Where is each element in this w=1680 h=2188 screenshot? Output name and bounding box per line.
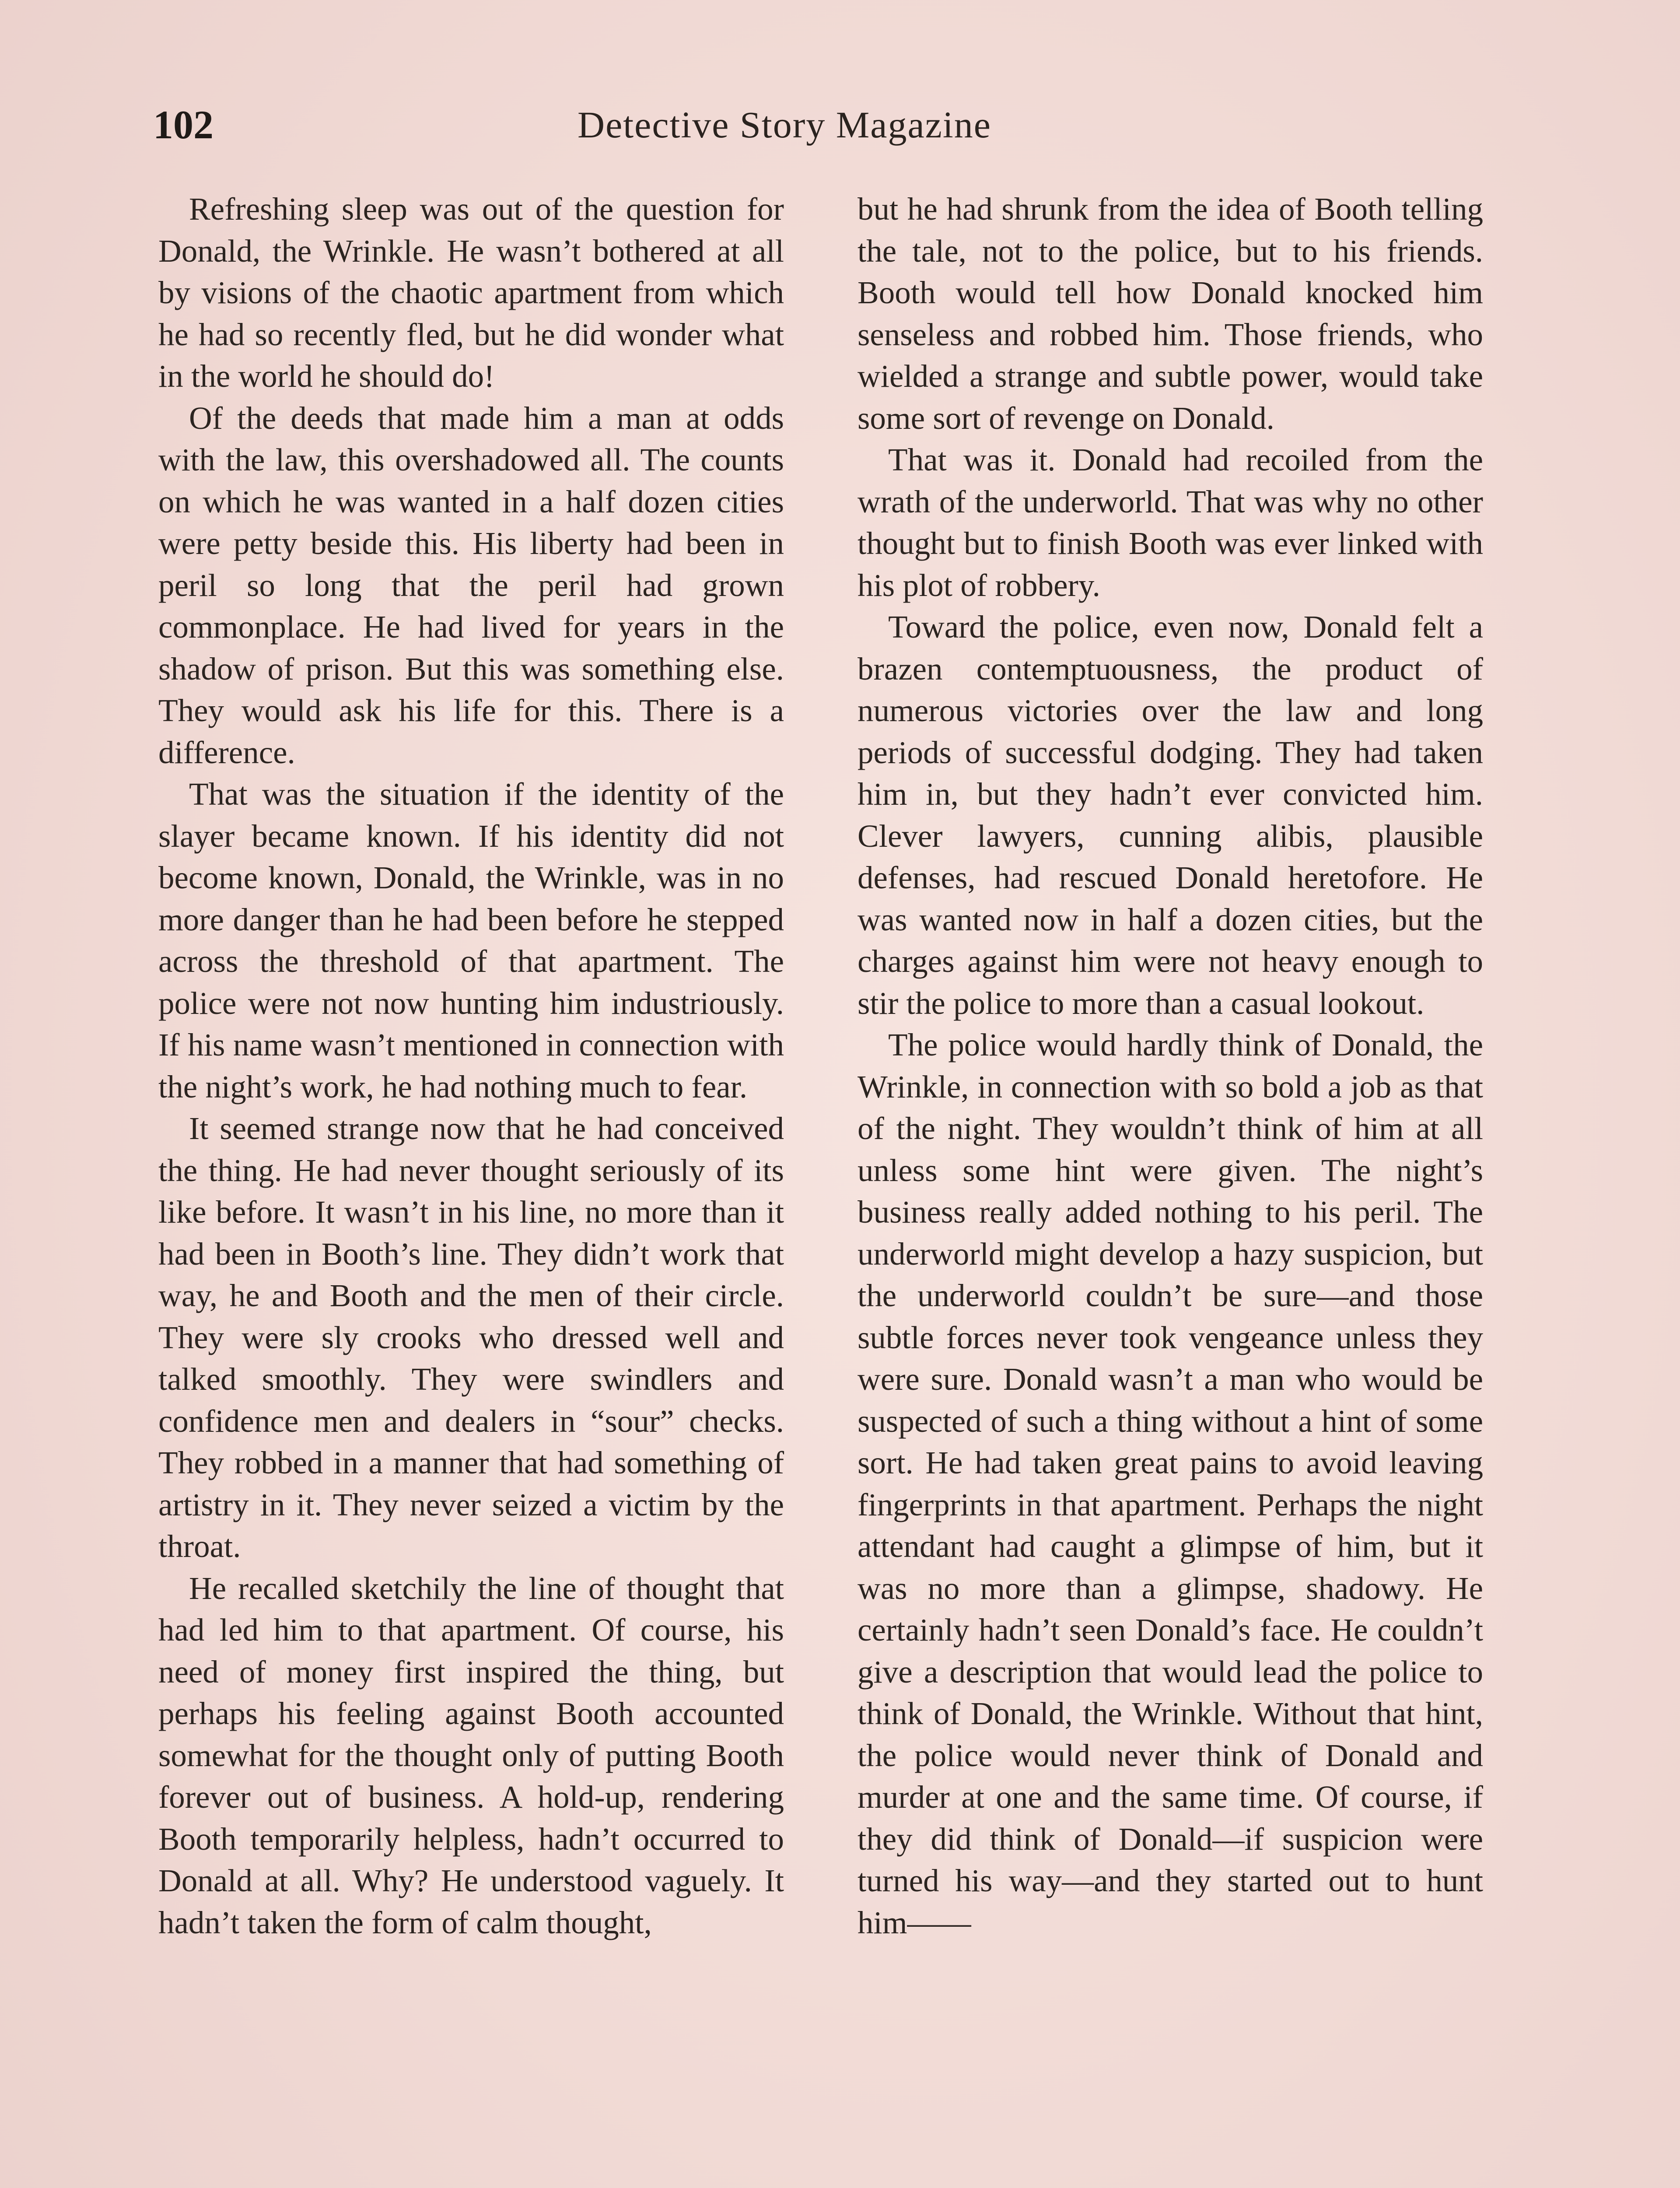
paragraph: Of the deeds that made him a man at odds with the law, this overshadowed all. The counts on which he was wanted in a half dozen cities were petty beside this. His liberty had been in peril so long that the peril had grown commonplace. He had lived for years in the shadow of prison. But this was something else. They would ask his life for this. There is a difference. [158,400,784,770]
page-number: 102 [153,102,214,147]
paragraph: That was the situation if the identity of the slayer became known. If his identity did not become known, Donald, the Wrinkle, was in no more danger than he had been before he stepped across the threshold of that apartment. The police were not now hunting him industriously. If his name wasn’t mentioned in connection with the night’s work, he had nothing much to fear. [158,776,784,1105]
paragraph: Toward the police, even now, Donald felt a brazen contemptuousness, the product of numerous victories over the law and long periods of successful dodging. They had taken him in, but they hadn’t ever convicted him. Clever lawyers, cunning alibis, plausible defenses, had rescued Donald heretofore. He was wanted now in half a dozen cities, but the charges against him were not heavy enough to stir the police to more than a casual lookout. [858,609,1483,1021]
left-column [158,188,784,1943]
paragraph: The police would hardly think of Donald, the Wrinkle, in connection with so bold a job as that of the night. They wouldn’t think of him at all unless some hint were given. The night’s business really added nothing to his peril. The underworld might develop a hazy suspicion, but the underworld couldn’t be sure—and those subtle forces never took vengeance unless they were sure. Donald wasn’t a man who would be suspected of such a thing without a hint of some sort. He had taken great pains to avoid leaving fingerprints in that apartment. Perhaps the night attendant had caught a glimpse of him, but it was no more than a glimpse, shadowy. He certainly hadn’t seen Donald’s face. He couldn’t give a description that would lead the police to think of Donald, the Wrinkle. Without that hint, the police would never think of Donald and murder at one and the same time. Of course, if they did think of Donald—if suspicion were turned his way—and they started out to hunt him—— [858,1027,1483,1940]
paragraph-continued: but he had shrunk from the idea of Booth telling the tale, not to the police, but to his friends. Booth would tell how Donald knocked him senseless and robbed him. Those friends, who wielded a strange and subtle power, would take some sort of revenge on Donald. [858,191,1483,436]
running-title: Detective Story Magazine [578,104,991,146]
paragraph: Refreshing sleep was out of the question for Donald, the Wrinkle. He wasn’t bothered at all by visions of the chaotic apartment from which he had so recently fled, but he did wonder what in the world he should do! [158,191,784,394]
paragraph: It seemed strange now that he had conceived the thing. He had never thought seriously of its like before. It wasn’t in his line, no more than it had been in Booth’s line. They didn’t work that way, he and Booth and the men of their circle. They were sly crooks who dressed well and talked smoothly. They were swindlers and confidence men and dealers in “sour” checks. They robbed in a manner that had something of artistry in it. They never seized a victim by the throat. [158,1111,784,1564]
paragraph: He recalled sketchily the line of thought that had led him to that apartment. Of course, his need of money first inspired the thing, but perhaps his feeling against Booth accounted somewhat for the thought only of putting Booth forever out of business. A hold-up, rendering Booth temporarily helpless, hadn’t occurred to Donald at all. Why? He understood vaguely. It hadn’t taken the form of calm thought, [158,1570,784,1940]
right-column [858,188,1483,1943]
page-header [149,101,1540,153]
paragraph: That was it. Donald had recoiled from the wrath of the underworld. That was why no other thought but to finish Booth was ever linked with his plot of robbery. [858,442,1483,603]
